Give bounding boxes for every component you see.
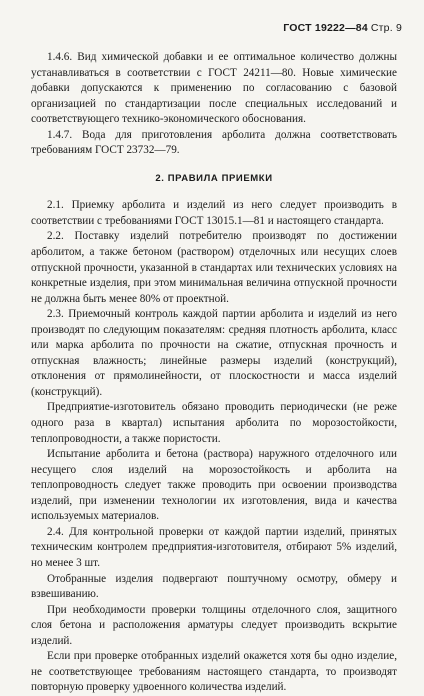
section-title: 2. ПРАВИЛА ПРИЕМКИ [155, 172, 273, 184]
paragraph-layer-check: При необходимости проверки толщины отделочного слоя, защитного слоя бетона и расположения арматуры следует производить вскрытие изделий. [31, 603, 397, 647]
paragraph-2-4: 2.4. Для контрольной проверки от каждой партии изделий, принятых техническим контролем предприятия-изготовителя, отбирают 5% изделий, но менее 3 шт. [31, 525, 397, 569]
paragraph-2-1: 2.1. Приемку арболита и изделий из него следует производить в соответствии с требованиями ГОСТ 13015.1—81 и настоящего стандарта. [31, 199, 397, 227]
document-code: ГОСТ 19222—84 [283, 22, 368, 34]
paragraph-2-3: 2.3. Приемочный контроль каждой партии арболита и изделий из него производят по следующим показателям: средняя плотность арболита, класс или марка арболита по прочности на сжатие, отпускная прочность и отпускная влажность; линейные размеры изделий (конструкций), отклонения от прямолинейности, от плоскостности и масса изделий (конструкций). [31, 308, 397, 398]
paragraph-1-4-7: 1.4.7. Вода для приготовления арболита должна соответствовать требованиям ГОСТ 23732—79. [31, 128, 397, 157]
page-header [283, 22, 402, 34]
paragraph-periodic-tests: Предприятие-изготовитель обязано проводить периодически (не реже одного раза в квартал) испытания арболита по морозостойкости, теплопроводности, а также пористости. [31, 401, 397, 445]
paragraph-2-2: 2.2. Поставку изделий потребителю производят по достижении арболитом, а также бетоном (раствором) отделочных или несущих слоев отпускной прочности, указанной в стандартах или технических условиях на конкретные изделия, при этом минимальная величина отпускной прочности не должна быть менее 80% от проектной. [31, 230, 397, 305]
document-body [31, 50, 397, 696]
paragraph-frost-resistance-tests: Испытание арболита и бетона (раствора) наружного отделочного или несущего слоя изделий на морозостойкость и арболита на теплопроводность следует также проводить при освоении производства изделий, при изменении технологии их изготовления, вида и качества используемых материалов. [31, 448, 397, 523]
paragraph-inspection: Отобранные изделия подвергают поштучному осмотру, обмеру и взвешиванию. [31, 572, 397, 601]
page-number: Стр. 9 [370, 22, 402, 34]
paragraph-1-4-6: 1.4.6. Вид химической добавки и ее оптимальное количество должны устанавливаться в соответствии с ГОСТ 24211—80. Новые химические добавки допускаются к применению по согласованию с базовой организацией по стандартизации после специальных исследований и соответствующего технико-экономического обоснования. [31, 51, 397, 126]
paragraph-repeat-check: Если при проверке отобранных изделий окажется хотя бы одно изделие, не соответствующее требованиям настоящего стандарта, то производят повторную проверку удвоенного количества изделий. [31, 650, 397, 694]
